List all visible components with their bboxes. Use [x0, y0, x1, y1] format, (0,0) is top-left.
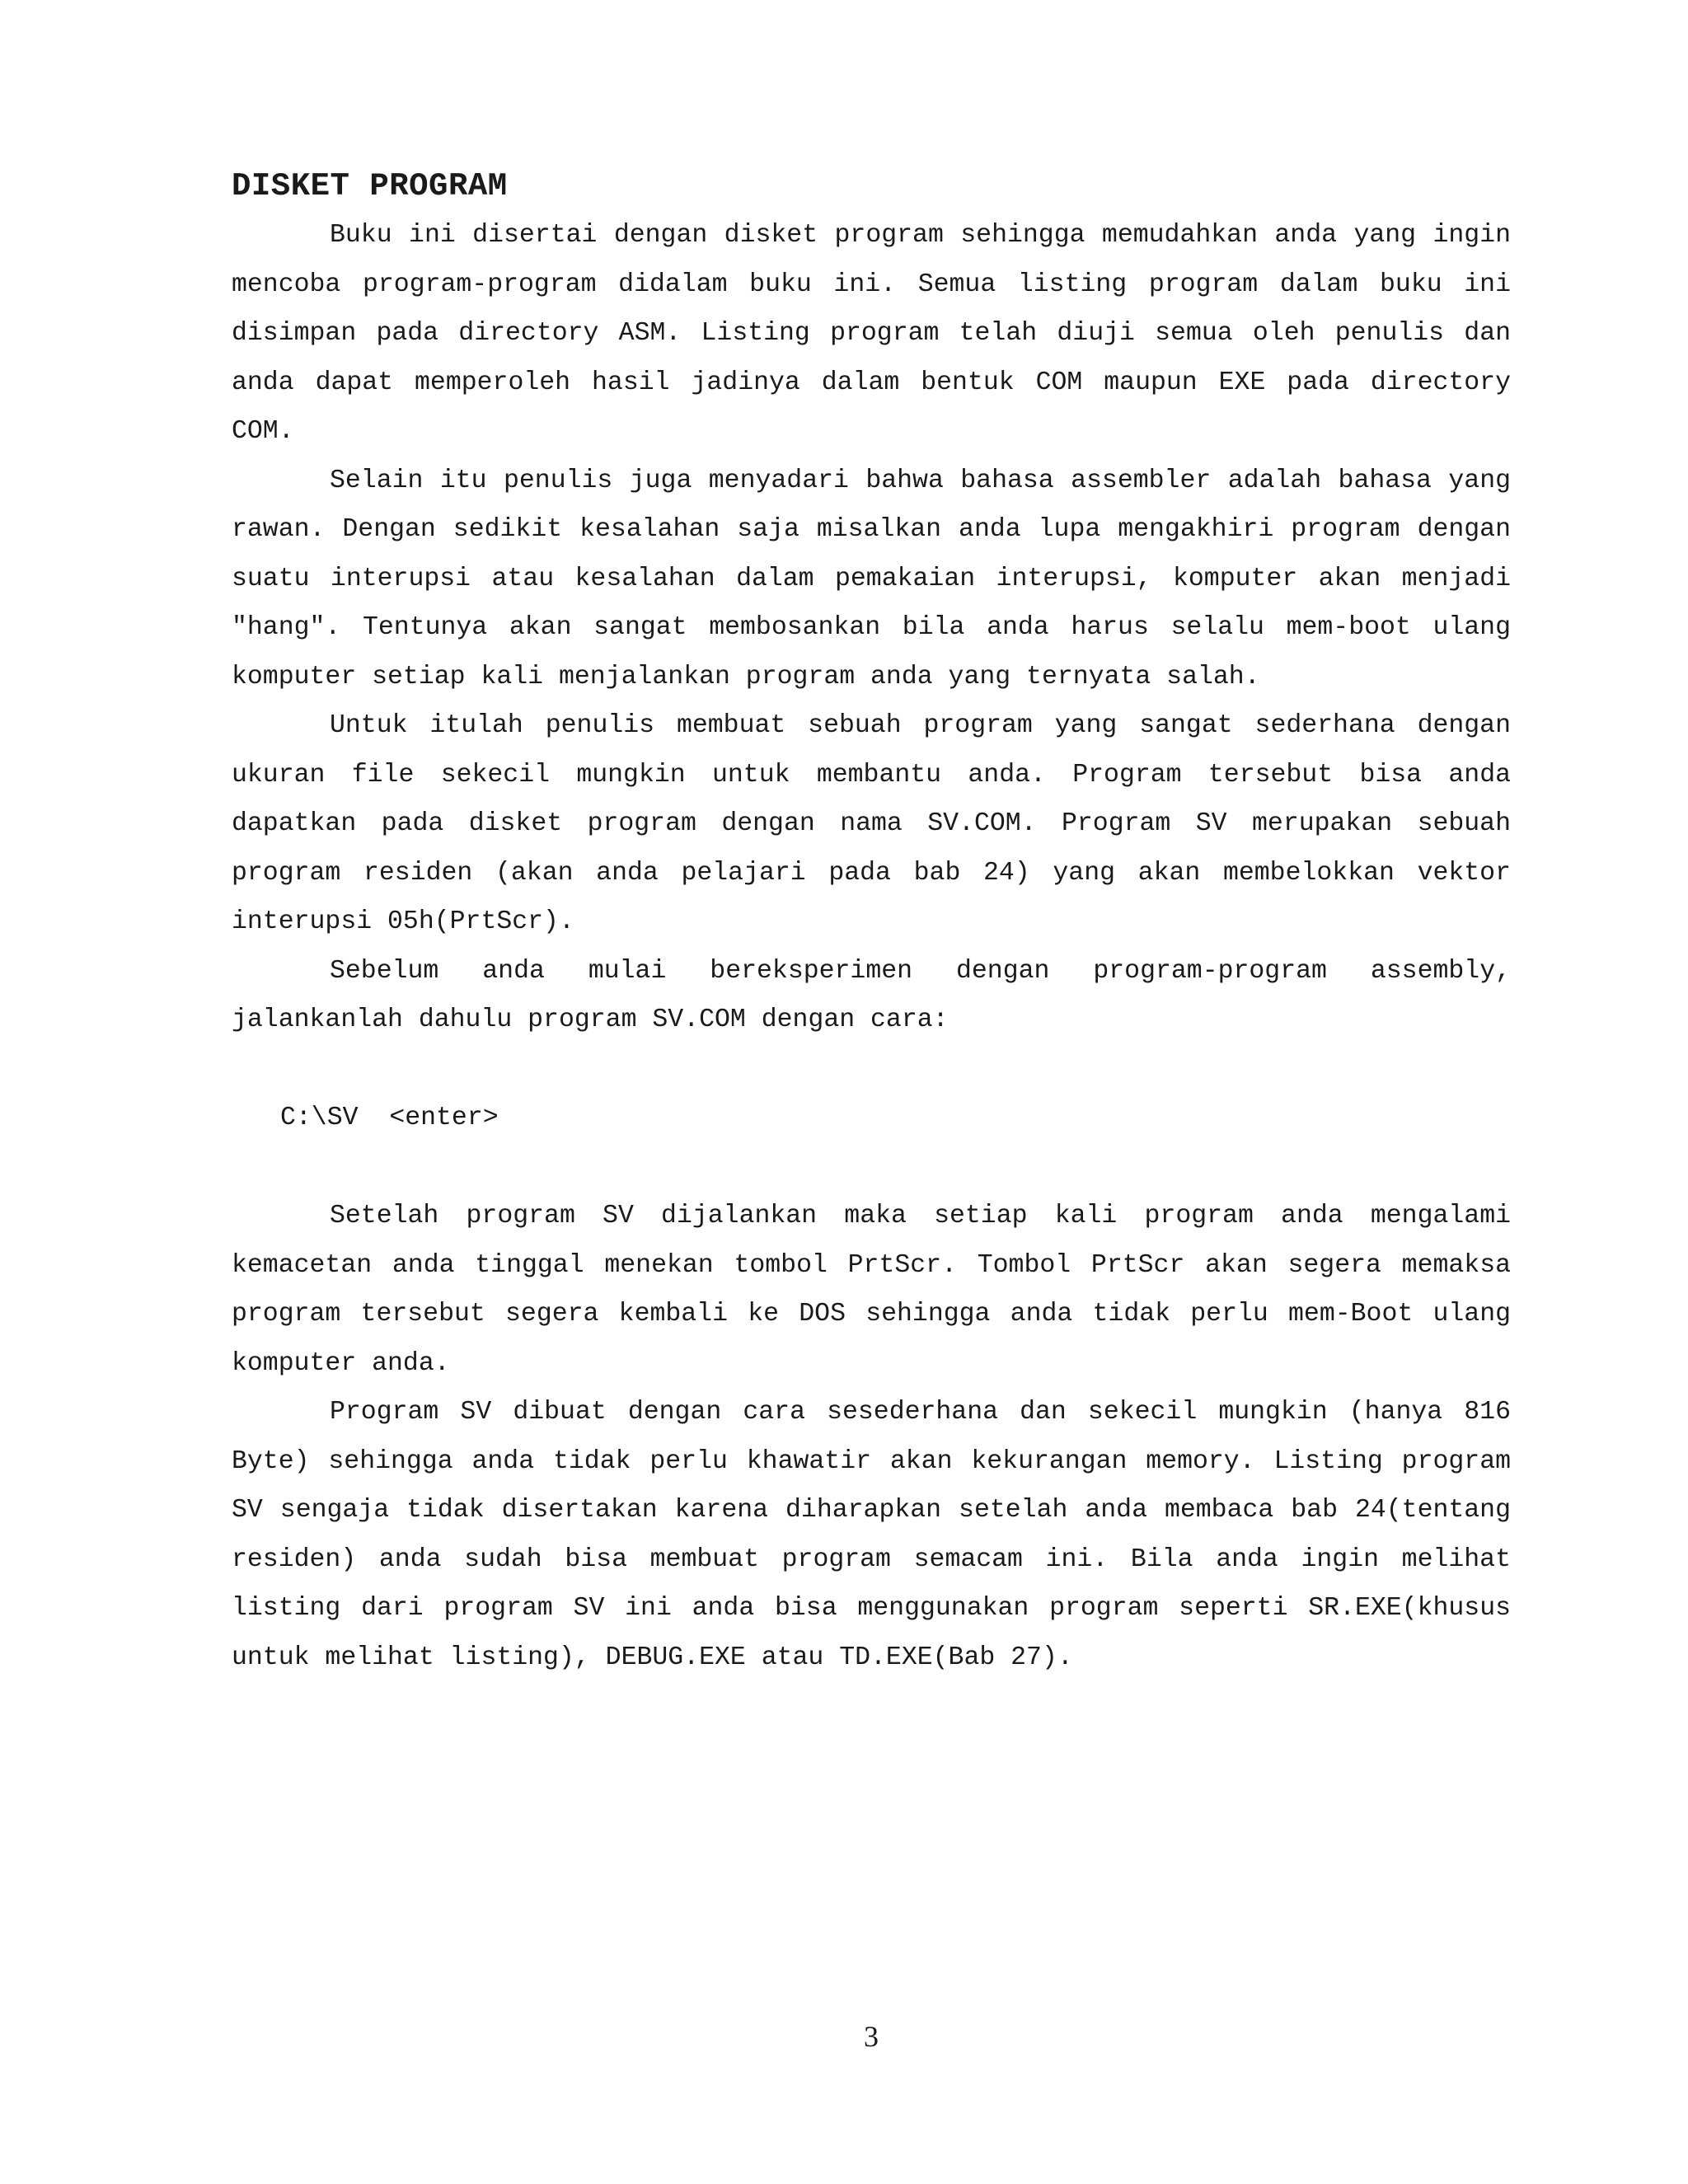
spacer — [232, 1143, 1511, 1193]
paragraph-run-instruction: Sebelum anda mulai bereksperimen dengan program-program assembly, jalankanlah dahulu program SV.COM dengan cara: — [232, 956, 1511, 1034]
paragraph-sv-program: Untuk itulah penulis membuat sebuah program yang sangat sederhana dengan ukuran file sekecil mungkin untuk membantu anda. Program tersebut bisa anda dapatkan pada disket program dengan nama SV.COM. Program SV merupakan sebuah program residen (akan anda pelajari pada bab 24) yang akan membelokkan vektor interupsi 05h(PrtScr). — [232, 711, 1511, 936]
paragraph-assembler-risk: Selain itu penulis juga menyadari bahwa bahasa assembler adalah bahasa yang rawan. Dengan sedikit kesalahan saja misalkan anda lupa mengakhiri program dengan suatu interupsi atau kesalahan dalam pemakaian interupsi, komputer akan menjadi "hang". Tentunya akan sangat membosankan bila anda harus selalu mem-boot ulang komputer setiap kali menjalankan program anda yang ternyata salah. — [232, 466, 1511, 691]
spacer — [232, 1045, 1511, 1094]
paragraph-intro: Buku ini disertai dengan disket program sehingga memudahkan anda yang ingin mencoba program-program didalam buku ini. Semua listing program dalam buku ini disimpan pada directory ASM. Listing program telah diuji semua oleh penulis dan anda dapat memperoleh hasil jadinya dalam bentuk COM maupun EXE pada directory COM. — [232, 221, 1511, 446]
section-heading: DISKET PROGRAM — [232, 168, 508, 204]
command-example: C:\SV <enter> — [280, 1104, 499, 1132]
paragraph-sv-size: Program SV dibuat dengan cara sesederhana dan sekecil mungkin (hanya 816 Byte) sehingga anda tidak perlu khawatir akan kekurangan memory. Listing program SV sengaja tidak disertakan karena diharapkan setelah anda membaca bab 24(tentang residen) anda sudah bisa membuat program semacam ini. Bila anda ingin melihat listing dari program SV ini anda bisa menggunakan program seperti SR.EXE(khusus untuk melihat listing), DEBUG.EXE atau TD.EXE(Bab 27). — [232, 1398, 1511, 1672]
paragraph-prtscr-usage: Setelah program SV dijalankan maka setiap kali program anda mengalami kemacetan anda tinggal menekan tombol PrtScr. Tombol PrtScr akan segera memaksa program tersebut segera kembali ke DOS sehingga anda tidak perlu mem-Boot ulang komputer anda. — [232, 1202, 1511, 1378]
document-page — [232, 162, 1511, 1682]
page-number: 3 — [864, 2020, 879, 2053]
